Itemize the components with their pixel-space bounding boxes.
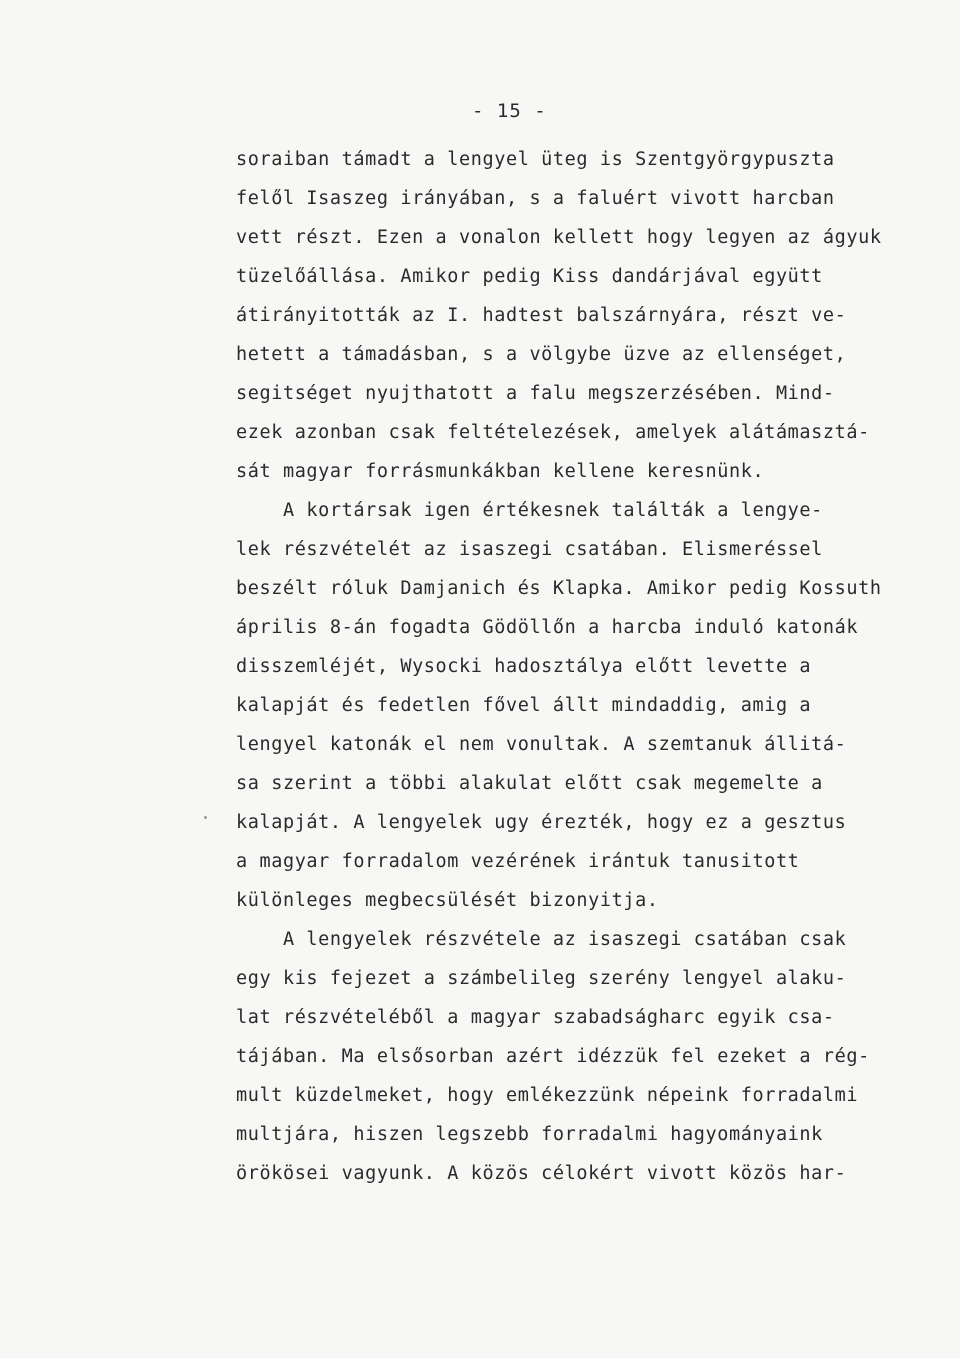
text-line: lek részvételét az isaszegi csatában. Elismeréssel	[236, 539, 823, 560]
text-line: beszélt róluk Damjanich és Klapka. Amikor pedig Kossuth	[236, 578, 882, 599]
text-line: tájában. Ma elsősorban azért idézzük fel ezeket a rég-	[236, 1046, 870, 1067]
text-line: lengyel katonák el nem vonultak. A szemtanuk állitá-	[236, 734, 847, 755]
text-line: kalapját. A lengyelek ugy érezték, hogy ez a gesztus	[236, 812, 847, 833]
text-line: egy kis fejezet a számbelileg szerény lengyel alaku-	[236, 968, 847, 989]
text-line: ezek azonban csak feltételezések, amelyek alátámasztá-	[236, 422, 870, 443]
text-line: soraiban támadt a lengyel üteg is Szentgyörgypuszta	[236, 149, 835, 170]
text-line: sa szerint a többi alakulat előtt csak megemelte a	[236, 773, 823, 794]
text-line: a magyar forradalom vezérének irántuk tanusitott	[236, 851, 800, 872]
text-line: A kortársak igen értékesnek találták a lengye-	[236, 500, 823, 521]
text-line: tüzelőállása. Amikor pedig Kiss dandárjával együtt	[236, 266, 823, 287]
text-line: kalapját és fedetlen fővel állt mindaddig, amig a	[236, 695, 812, 716]
page-number: - 15 -	[472, 100, 547, 122]
text-line: mult küzdelmeket, hogy emlékezzünk népeink forradalmi	[236, 1085, 859, 1106]
margin-dot	[204, 816, 207, 819]
text-line: disszemléjét, Wysocki hadosztálya előtt levette a	[236, 656, 812, 677]
text-line: sát magyar forrásmunkákban kellene keresnünk.	[236, 461, 765, 482]
text-line: átirányitották az I. hadtest balszárnyára, részt ve-	[236, 305, 847, 326]
text-line: április 8-án fogadta Gödöllőn a harcba induló katonák	[236, 617, 859, 638]
text-line: segitséget nyujthatott a falu megszerzésében. Mind-	[236, 383, 835, 404]
text-line: hetett a támadásban, s a völgybe üzve az ellenséget,	[236, 344, 847, 365]
text-line: multjára, hiszen legszebb forradalmi hagyományaink	[236, 1124, 823, 1145]
text-line: vett részt. Ezen a vonalon kellett hogy legyen az ágyuk	[236, 227, 882, 248]
text-line: lat részvételéből a magyar szabadságharc egyik csa-	[236, 1007, 835, 1028]
text-line: A lengyelek részvétele az isaszegi csatában csak	[236, 929, 847, 950]
text-line: különleges megbecsülését bizonyitja.	[236, 890, 659, 911]
text-line: örökösei vagyunk. A közös célokért vivott közös har-	[236, 1163, 847, 1184]
text-line: felől Isaszeg irányában, s a faluért vivott harcban	[236, 188, 835, 209]
